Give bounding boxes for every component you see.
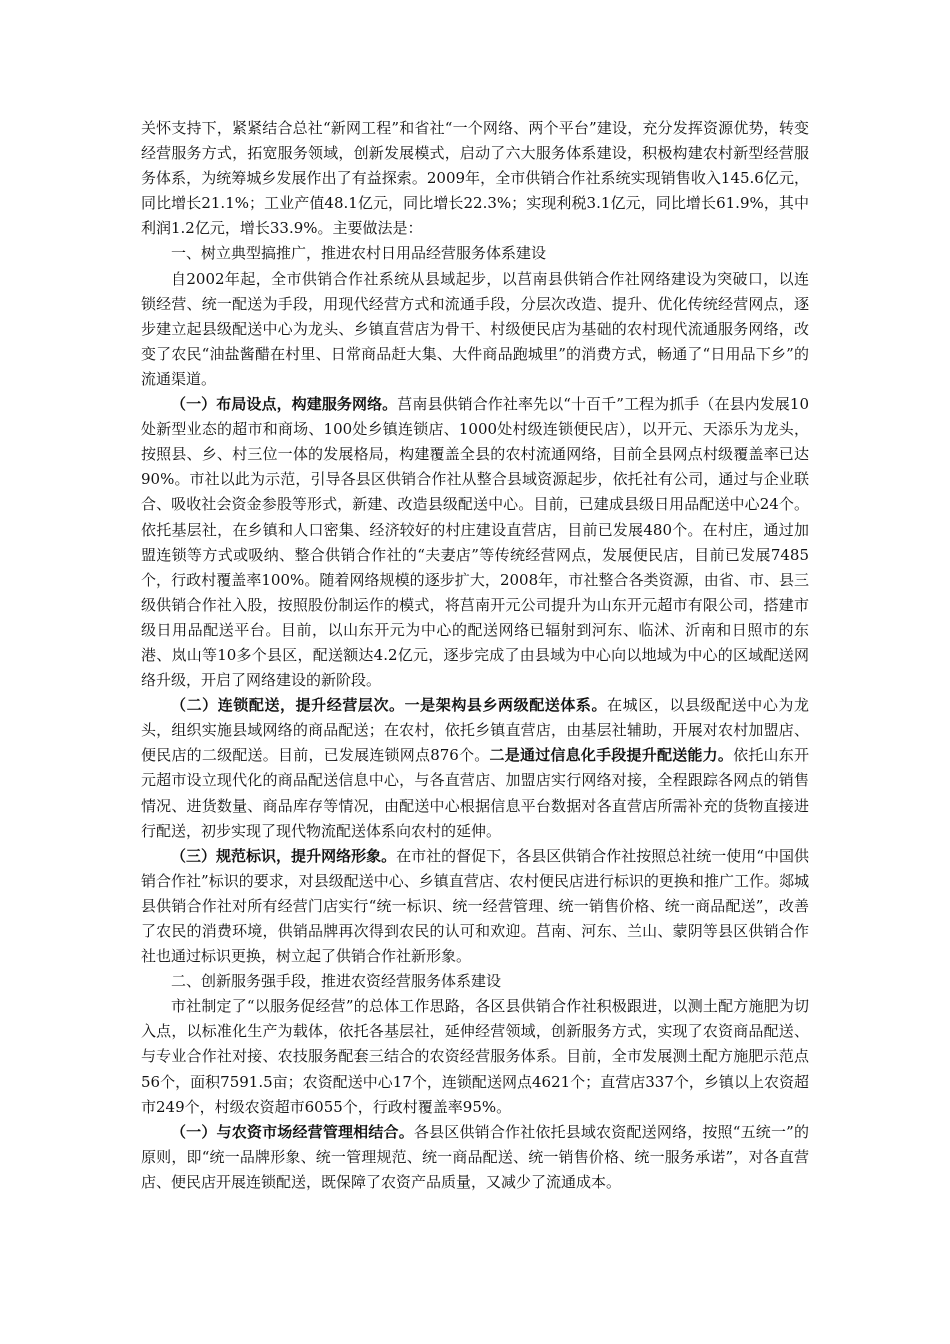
paragraph-1-2 [141, 693, 809, 844]
lead-1-1: （一）布局设点，构建服务网络。 [171, 395, 398, 414]
section-heading-1: 一、树立典型搞推广，推进农村日用品经营服务体系建设 [171, 244, 547, 263]
section-heading-2: 二、创新服务强手段，推进农资经营服务体系建设 [171, 972, 502, 991]
paragraph-2-1 [141, 1120, 809, 1195]
paragraph-1-3 [141, 844, 809, 969]
lead-2-1: （一）与农资市场经营管理相结合。 [171, 1122, 414, 1141]
body-1-2-b: 依托山东开元超市设立现代化的商品配送信息中心，与各直营店、加盟店实行网络对接，全程跟踪各网点的销售情况、进货数量、商品库存等情况，由配送中心根据信息平台数据对各直营店所需补充的货物直接进行配送，初步实现了现代物流配送体系向农村的延伸。 [141, 746, 809, 840]
body-1-2-a: 在城区，以县级配送中心为龙头，组织实施县域网络的商品配送；在农村，依托乡镇直营店，由基层社辅助，开展对农村加盟店、便民店的二级配送。目前，已发展连锁网点876个。 [141, 696, 809, 765]
lead-1-2-a: 一是架构县乡两级配送体系。 [404, 696, 608, 715]
document-page [141, 116, 809, 1195]
lead-1-3: （三）规范标识，提升网络形象。 [171, 846, 397, 865]
paragraph-1-1 [141, 392, 809, 693]
body-2-1: 各县区供销合作社依托县域农资配送网络，按照“五统一”的原则，即“统一品牌形象、统一管理规范、统一商品配送、统一销售价格、统一服务承诺”，对各直营店、便民店开展连锁配送，既保障了农资产品质量，又减少了流通成本。 [141, 1122, 809, 1191]
paragraph-section-1: 自2002年起，全市供销合作社系统从县域起步，以莒南县供销合作社网络建设为突破口，以连锁经营、统一配送为手段，用现代经营方式和流通手段，分层次改造、提升、优化传统经营网点，逐步建立起县级配送中心为龙头、乡镇直营店为骨干、村级便民店为基础的农村现代流通服务网络，改变了农民“油盐酱醋在村里、日常商品赶大集、大件商品跑城里”的消费方式，畅通了“日用品下乡”的流通渠道。 [141, 269, 809, 388]
body-1-3: 在市社的督促下，各县区供销合作社按照总社统一使用“中国供销合作社”标识的要求，对县级配送中心、乡镇直营店、农村便民店进行标识的更换和推广工作。郯城县供销合作社对所有经营门店实行“统一标识、统一经营管理、统一销售价格、统一商品配送”，改善了农民的消费环境，供销品牌再次得到农民的认可和欢迎。莒南、河东、兰山、蒙阴等县区供销合作社也通过标识更换，树立起了供销合作社新形象。 [141, 846, 809, 966]
paragraph-section-2: 市社制定了“以服务促经营”的总体工作思路，各区县供销合作社积极跟进，以测土配方施肥为切入点，以标准化生产为载体，依托各基层社，延伸经营领域，创新服务方式，实现了农资商品配送、与专业合作社对接、农技服务配套三结合的农资经营服务体系。目前，全市发展测土配方施肥示范点56个，面积7591.5亩；农资配送中心17个，连锁配送网点4621个；直营店337个，乡镇以上农资超市249个，村级农资超市6055个，行政村覆盖率95%。 [141, 997, 809, 1116]
lead-1-2-b: 二是通过信息化手段提升配送能力。 [489, 746, 734, 765]
paragraph-intro: 关怀支持下，紧紧结合总社“新网工程”和省社“一个网络、两个平台”建设，充分发挥资源优势，转变经营服务方式，拓宽服务领域，创新发展模式，启动了六大服务体系建设，积极构建农村新型经营服务体系，为统筹城乡发展作出了有益探索。2009年，全市供销合作社系统实现销售收入145.6亿元，同比增长21.1%；工业产值48.1亿元，同比增长22.3%；实现利税3.1亿元，同比增长61.9%，其中利润1.2亿元，增长33.9%。主要做法是： [141, 119, 809, 238]
lead-1-2: （二）连锁配送，提升经营层次。 [171, 696, 405, 715]
body-1-1: 莒南县供销合作社率先以“十百千”工程为抓手（在县内发展10处新型业态的超市和商场、100处乡镇连锁店、1000处村级连锁便民店），以开元、天添乐为龙头，按照县、乡、村三位一体的发展格局，构建覆盖全县的农村流通网络，目前全县网点村级覆盖率已达90%。市社以此为示范，引导各县区供销合作社从整合县域资源起步，依托社有公司，通过与企业联合、吸收社会资金参股等形式，新建、改造县级配送中心。目前，已建成县级日用品配送中心24个。依托基层社，在乡镇和人口密集、经济较好的村庄建设直营店，目前已发展480个。在村庄，通过加盟连锁等方式或吸纳、整合供销合作社的“夫妻店”等传统经营网点，发展便民店，目前已发展7485个，行政村覆盖率100%。随着网络规模的逐步扩大，2008年，市社整合各类资源，由省、市、县三级供销合作社入股，按照股份制运作的模式，将莒南开元公司提升为山东开元超市有限公司，搭建市级日用品配送平台。目前，以山东开元为中心的配送网络已辐射到河东、临沭、沂南和日照市的东港、岚山等10多个县区，配送额达4.2亿元，逐步完成了由县域为中心向以地域为中心的区域配送网络升级，开启了网络建设的新阶段。 [141, 395, 809, 690]
